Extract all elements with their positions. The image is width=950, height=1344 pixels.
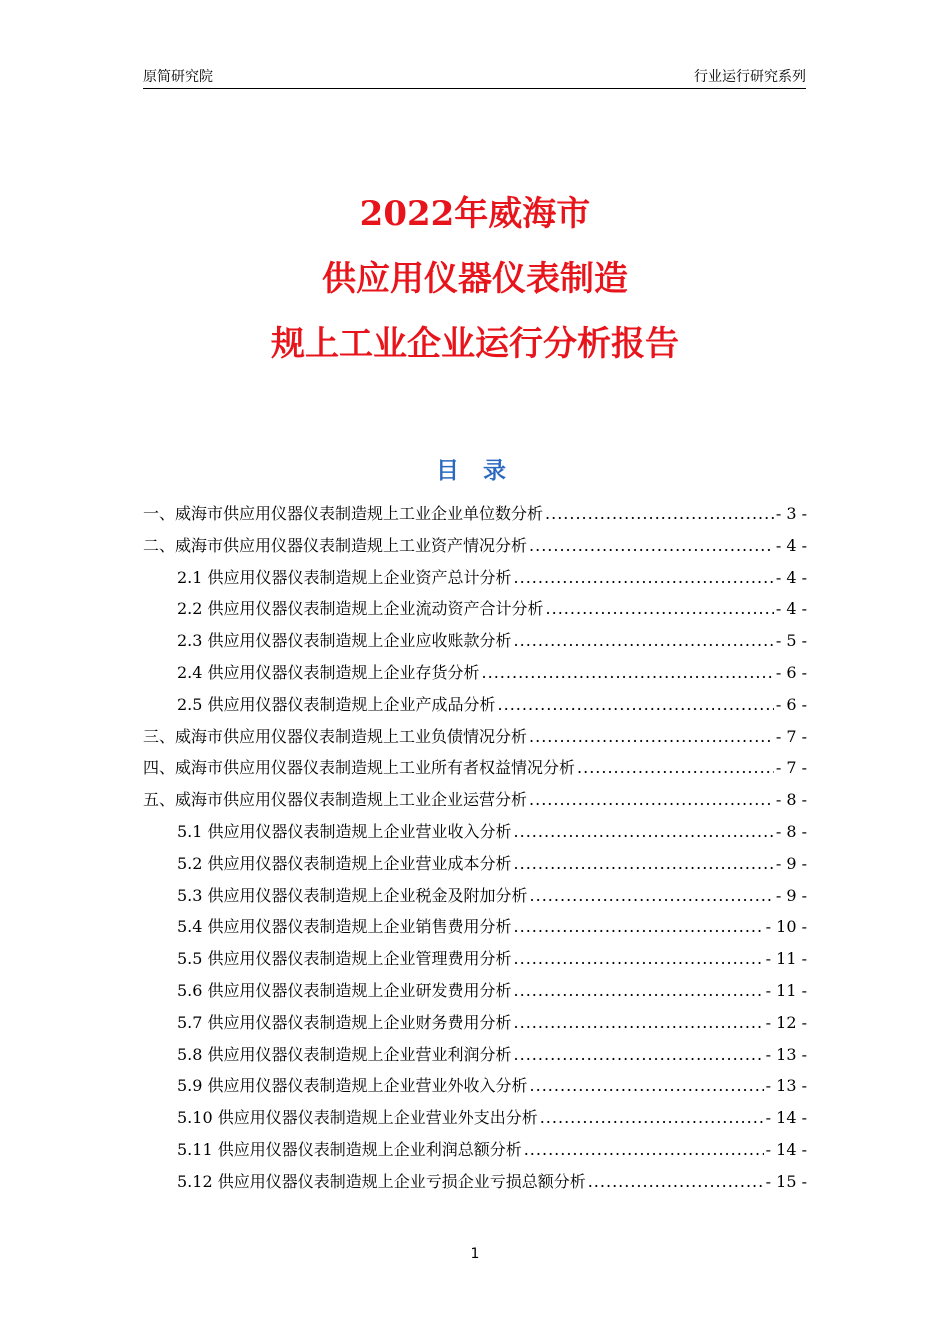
toc-entry-page: - 9 - [775,885,807,905]
toc-entry[interactable] [143,1166,807,1198]
toc-entry-text: 四、威海市供应用仪器仪表制造规上工业所有者权益情况分析 [143,758,576,778]
table-of-contents [143,498,807,1198]
toc-entry-page: - 13 - [765,1076,807,1096]
toc-entry-page: - 6 - [775,694,807,714]
toc-entry[interactable] [143,816,807,848]
toc-leader-dots [546,593,774,625]
toc-entry-page: - 4 - [775,535,807,555]
toc-leader-dots [514,1007,764,1039]
toc-entry[interactable] [143,1102,807,1134]
toc-entry-text: 五、威海市供应用仪器仪表制造规上工业企业运营分析 [143,790,528,810]
toc-entry-page: - 10 - [765,917,807,937]
toc-leader-dots [514,911,764,943]
toc-leader-dots [529,784,774,816]
toc-entry[interactable] [143,1134,807,1166]
toc-leader-dots [498,689,774,721]
toc-entry[interactable] [143,848,807,880]
toc-entry[interactable] [143,784,807,816]
toc-entry-page: - 15 - [765,1171,807,1191]
toc-entry-text: 5.7 供应用仪器仪表制造规上企业财务费用分析 [177,1012,512,1032]
toc-entry-text: 5.9 供应用仪器仪表制造规上企业营业外收入分析 [177,1076,528,1096]
toc-leader-dots [514,1039,764,1071]
toc-leader-dots [530,1070,764,1102]
toc-entry-text: 5.3 供应用仪器仪表制造规上企业税金及附加分析 [177,885,528,905]
toc-entry-text: 2.3 供应用仪器仪表制造规上企业应收账款分析 [177,631,512,651]
toc-entry-page: - 11 - [765,949,807,969]
toc-leader-dots [514,562,774,594]
toc-entry-text: 5.5 供应用仪器仪表制造规上企业管理费用分析 [177,949,512,969]
toc-entry[interactable] [143,975,807,1007]
toc-leader-dots [514,625,774,657]
toc-leader-dots [588,1166,764,1198]
toc-leader-dots [540,1102,764,1134]
toc-entry-page: - 4 - [775,567,807,587]
toc-leader-dots [577,752,774,784]
title-line-1: 2022年威海市 [359,194,591,234]
toc-leader-dots [524,1134,764,1166]
toc-leader-dots [514,816,774,848]
toc-entry[interactable] [143,1070,807,1102]
toc-entry[interactable] [143,911,807,943]
toc-leader-dots [514,848,774,880]
toc-entry-text: 一、威海市供应用仪器仪表制造规上工业企业单位数分析 [143,504,544,523]
toc-leader-dots [514,975,764,1007]
toc-entry-page: - 4 - [775,599,807,619]
toc-entry-text: 5.4 供应用仪器仪表制造规上企业销售费用分析 [177,917,512,937]
toc-leader-dots [545,498,774,530]
toc-entry-text: 二、威海市供应用仪器仪表制造规上工业资产情况分析 [143,535,528,555]
toc-leader-dots [529,721,774,753]
header-right-text: 行业运行研究系列 [694,69,806,85]
toc-entry-text: 5.12 供应用仪器仪表制造规上企业亏损企业亏损总额分析 [177,1171,586,1191]
toc-entry[interactable] [143,530,807,562]
toc-leader-dots [482,657,774,689]
report-title [0,182,950,377]
toc-entry-text: 三、威海市供应用仪器仪表制造规上工业负债情况分析 [143,726,528,746]
toc-entry[interactable] [143,1007,807,1039]
toc-entry[interactable] [143,593,807,625]
header-left-text: 原简研究院 [143,69,213,85]
toc-entry-page: - 7 - [775,726,807,746]
toc-entry-page: - 13 - [765,1044,807,1064]
toc-entry-page: - 8 - [775,790,807,810]
toc-entry[interactable] [143,657,807,689]
toc-entry-text: 2.2 供应用仪器仪表制造规上企业流动资产合计分析 [177,599,544,619]
toc-entry-page: - 14 - [765,1139,807,1159]
toc-entry-page: - 3 - [775,504,807,523]
title-line-3: 规上工业企业运行分析报告 [271,324,679,364]
toc-heading: 目 录 [435,458,514,484]
toc-entry[interactable] [143,562,807,594]
title-line-2: 供应用仪器仪表制造 [322,259,628,299]
toc-entry-page: - 7 - [775,758,807,778]
toc-leader-dots [514,943,764,975]
toc-entry-page: - 11 - [765,980,807,1000]
toc-entry-page: - 12 - [765,1012,807,1032]
toc-entry-text: 5.8 供应用仪器仪表制造规上企业营业利润分析 [177,1044,512,1064]
toc-leader-dots [529,530,774,562]
page-number: 1 [470,1246,480,1262]
toc-entry[interactable] [143,1039,807,1071]
toc-entry-text: 5.1 供应用仪器仪表制造规上企业营业收入分析 [177,821,512,841]
toc-entry-text: 2.4 供应用仪器仪表制造规上企业存货分析 [177,662,480,682]
toc-entry-page: - 9 - [775,853,807,873]
toc-entry[interactable] [143,752,807,784]
toc-entry[interactable] [143,943,807,975]
toc-entry-page: - 6 - [775,662,807,682]
toc-entry-page: - 5 - [775,631,807,651]
toc-entry-text: 5.6 供应用仪器仪表制造规上企业研发费用分析 [177,980,512,1000]
toc-entry[interactable] [143,721,807,753]
toc-entry-text: 5.11 供应用仪器仪表制造规上企业利润总额分析 [177,1139,522,1159]
page-header [143,66,806,89]
toc-entry-text: 2.5 供应用仪器仪表制造规上企业产成品分析 [177,694,496,714]
toc-entry[interactable] [143,880,807,912]
toc-entry-text: 5.10 供应用仪器仪表制造规上企业营业外支出分析 [177,1108,538,1128]
toc-entry-page: - 8 - [775,821,807,841]
toc-entry-page: - 14 - [765,1108,807,1128]
toc-entry[interactable] [143,689,807,721]
toc-entry-text: 5.2 供应用仪器仪表制造规上企业营业成本分析 [177,853,512,873]
toc-entry[interactable] [143,625,807,657]
toc-entry[interactable] [143,498,807,530]
toc-entry-text: 2.1 供应用仪器仪表制造规上企业资产总计分析 [177,567,512,587]
toc-leader-dots [530,880,774,912]
